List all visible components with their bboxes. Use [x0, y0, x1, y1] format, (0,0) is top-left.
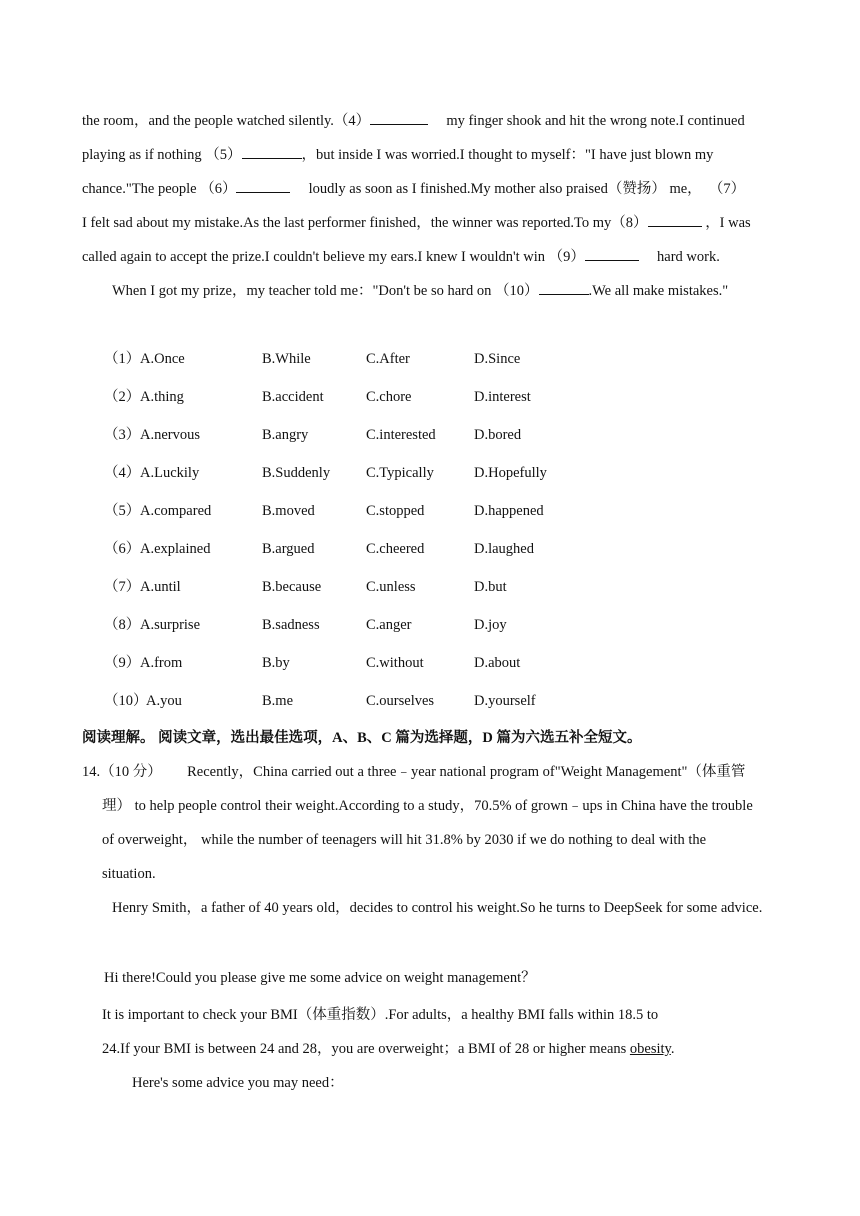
option-b: B.sadness: [262, 617, 320, 633]
q14-line-1: 14.（10 分） Recently，China carried out a three﹣year national program of"Weight Management"（体重管: [82, 764, 746, 780]
option-a: A.you: [146, 693, 182, 709]
passage-line-1: the room，and the people watched silently.（4） my finger shook and hit the wrong note.I continued: [82, 110, 745, 131]
passage-line-4: I felt sad about my mistake.As the last performer finished，the winner was reported.To my（8） ，I was: [82, 212, 751, 233]
q14-line-5: Henry Smith，a father of 40 years old，decides to control his weight.So he turns to DeepSeek for some advice.: [112, 900, 763, 916]
passage-line-2: playing as if nothing （5） ，but inside I was worried.I thought to myself："I have just blown my: [82, 144, 713, 165]
option-b: B.moved: [262, 503, 315, 519]
q14-line-2: 理） to help people control their weight.According to a study，70.5% of grown﹣ups in China have the trouble: [102, 798, 753, 814]
option-a: A.thing: [140, 389, 184, 405]
option-b: B.argued: [262, 541, 315, 557]
option-number: （10）: [104, 693, 148, 709]
option-b: B.by: [262, 655, 290, 671]
option-d: D.joy: [474, 617, 507, 633]
blank-6: [236, 178, 290, 193]
underlined-word: obesity: [629, 1041, 671, 1057]
blank-5: [242, 144, 302, 159]
option-d: D.but: [474, 579, 507, 595]
option-b: B.While: [262, 351, 311, 367]
option-number: （8）: [104, 617, 141, 633]
option-number: （3）: [104, 427, 141, 443]
option-a: A.surprise: [140, 617, 201, 633]
option-b: B.me: [262, 693, 294, 709]
option-row: [104, 387, 531, 407]
option-c: C.Typically: [366, 465, 434, 481]
option-a: A.from: [140, 655, 183, 671]
option-number: （4）: [104, 465, 141, 481]
option-c: C.interested: [366, 427, 436, 443]
passage-line-5: called again to accept the prize.I couldn't believe my ears.I knew I wouldn't win （9） hard work.: [82, 246, 720, 267]
blank-4: [370, 110, 428, 125]
option-d: D.happened: [474, 503, 544, 519]
option-number: （6）: [104, 541, 141, 557]
chat-question: Hi there!Could you please give me some advice on weight management？: [104, 970, 536, 986]
option-row: [104, 501, 544, 521]
option-c: C.After: [366, 351, 410, 367]
passage-line-3: chance."The people （6） loudly as soon as I finished.My mother also praised（赞扬） me， （7）: [82, 178, 745, 199]
option-row: [104, 615, 507, 635]
option-d: D.interest: [474, 389, 531, 405]
option-b: B.angry: [262, 427, 309, 443]
option-b: B.Suddenly: [262, 465, 331, 481]
option-row: [104, 653, 521, 673]
option-b: B.accident: [262, 389, 324, 405]
option-row: [104, 539, 534, 559]
option-number: （5）: [104, 503, 141, 519]
option-number: （1）: [104, 351, 141, 367]
q14-line-4: situation.: [102, 866, 156, 882]
option-row: [104, 577, 507, 597]
blank-8: [648, 212, 702, 227]
chat-answer-line-3: Here's some advice you may need：: [132, 1075, 344, 1091]
chat-answer-line-2: 24.If your BMI is between 24 and 28，you are overweight；a BMI of 28 or higher means obesity.: [102, 1041, 675, 1057]
option-d: D.laughed: [474, 541, 534, 557]
option-c: C.chore: [366, 389, 412, 405]
option-a: A.until: [140, 579, 181, 595]
option-c: C.without: [366, 655, 424, 671]
option-row: [104, 425, 522, 445]
option-d: D.Hopefully: [474, 465, 547, 481]
option-a: A.Once: [140, 351, 185, 367]
option-c: C.ourselves: [366, 693, 435, 709]
option-d: D.Since: [474, 351, 521, 367]
option-a: A.explained: [140, 541, 211, 557]
option-number: （9）: [104, 655, 141, 671]
option-row: [104, 691, 536, 711]
option-c: C.unless: [366, 579, 416, 595]
option-d: D.bored: [474, 427, 522, 443]
option-row: [104, 349, 521, 369]
option-number: （2）: [104, 389, 141, 405]
option-d: D.about: [474, 655, 521, 671]
option-a: A.compared: [140, 503, 212, 519]
option-row: [104, 463, 547, 483]
option-c: C.stopped: [366, 503, 425, 519]
blank-10: [539, 280, 589, 295]
option-d: D.yourself: [474, 693, 536, 709]
option-number: （7）: [104, 579, 141, 595]
option-c: C.cheered: [366, 541, 425, 557]
option-a: A.nervous: [140, 427, 201, 443]
blank-9: [585, 246, 639, 261]
passage-line-6: When I got my prize，my teacher told me："Don't be so hard on （10） .We all make mistakes.": [112, 280, 728, 301]
q14-line-3: of overweight， while the number of teenagers will hit 31.8% by 2030 if we do nothing to deal with the: [102, 832, 707, 848]
chat-answer-line-1: It is important to check your BMI（体重指数）.For adults，a healthy BMI falls within 18.5 to: [102, 1007, 659, 1023]
option-b: B.because: [262, 579, 322, 595]
option-a: A.Luckily: [140, 465, 200, 481]
section-heading: 阅读理解。 阅读文章，选出最佳选项，A、B、C 篇为选择题，D 篇为六选五补全短文。: [82, 730, 642, 746]
option-c: C.anger: [366, 617, 412, 633]
